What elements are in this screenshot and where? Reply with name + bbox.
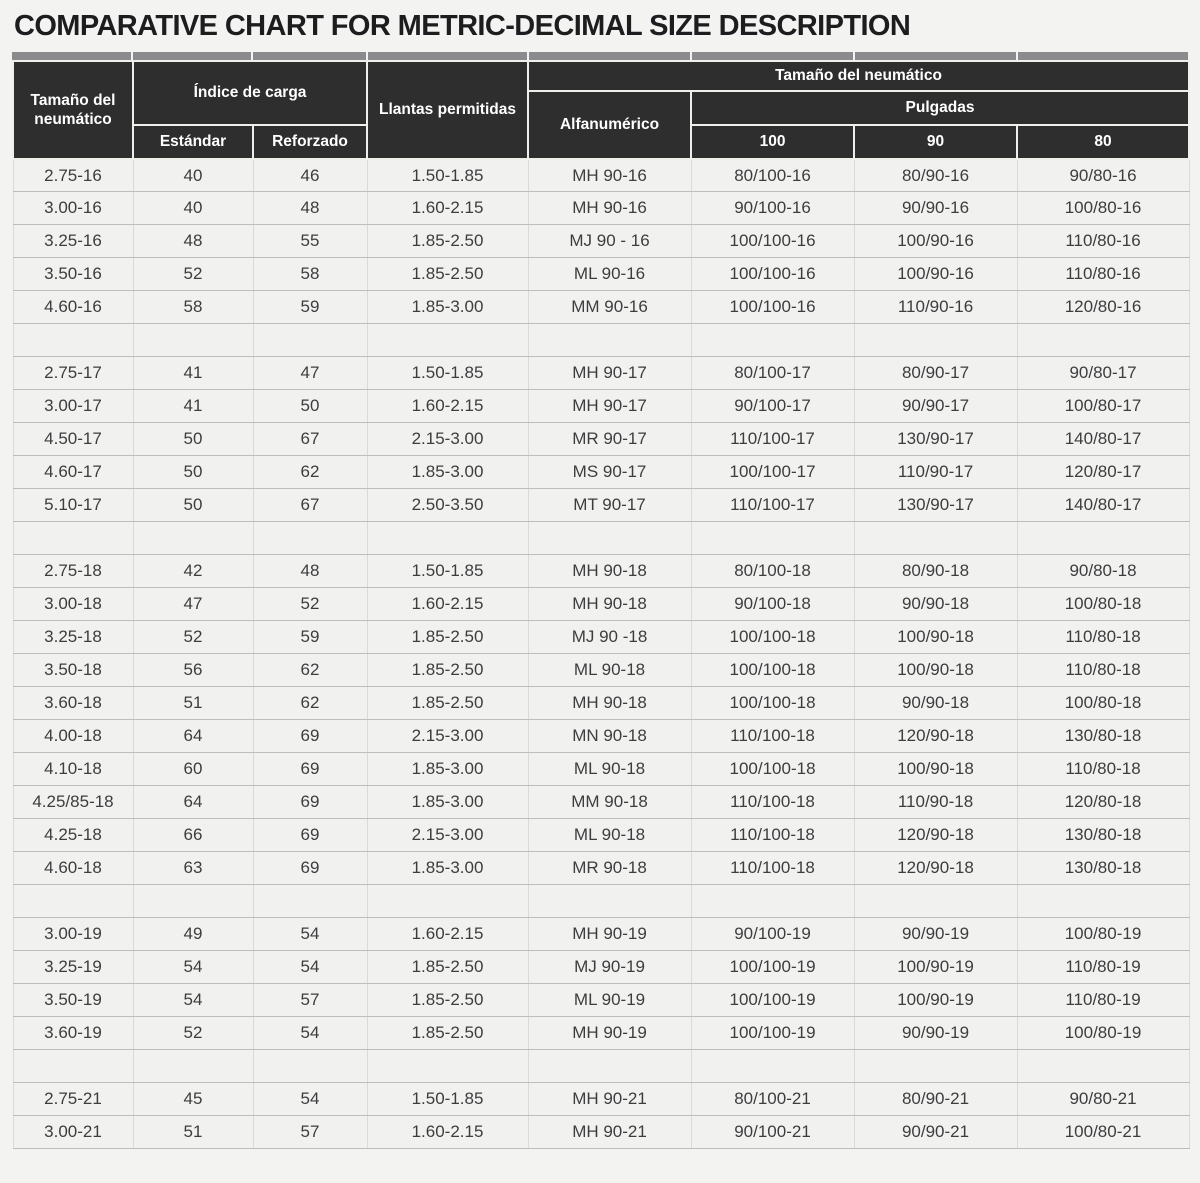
- table-row: [13, 951, 1189, 984]
- table-cell: 100/90-16: [854, 258, 1017, 291]
- table-cell: 100/100-18: [691, 753, 854, 786]
- empty-cell: [367, 885, 528, 918]
- table-row: [13, 390, 1189, 423]
- table-cell: 57: [253, 984, 367, 1017]
- table-cell: 140/80-17: [1017, 489, 1189, 522]
- table-cell: 69: [253, 753, 367, 786]
- table-cell: 69: [253, 852, 367, 885]
- empty-cell: [691, 885, 854, 918]
- table-cell: 58: [253, 258, 367, 291]
- table-cell: 90/90-17: [854, 390, 1017, 423]
- empty-cell: [253, 522, 367, 555]
- table-cell: 90/90-16: [854, 192, 1017, 225]
- table-cell: 2.15-3.00: [367, 423, 528, 456]
- header-tire-size-left: Tamaño del neumático: [13, 61, 133, 159]
- empty-cell: [528, 885, 691, 918]
- table-spacer-row: [13, 324, 1189, 357]
- table-cell: 100/100-17: [691, 456, 854, 489]
- table-cell: 41: [133, 390, 253, 423]
- table-cell: 1.85-3.00: [367, 786, 528, 819]
- table-cell: MR 90-17: [528, 423, 691, 456]
- table-cell: 120/80-18: [1017, 786, 1189, 819]
- empty-cell: [133, 324, 253, 357]
- table-cell: 3.60-18: [13, 687, 133, 720]
- table-cell: MH 90-18: [528, 588, 691, 621]
- header-alphanumeric: Alfanumérico: [528, 91, 691, 159]
- table-cell: 54: [253, 918, 367, 951]
- table-cell: 130/90-17: [854, 423, 1017, 456]
- table-cell: 90/100-18: [691, 588, 854, 621]
- table-cell: 54: [253, 1017, 367, 1050]
- table-cell: 90/90-19: [854, 1017, 1017, 1050]
- table-cell: 4.60-18: [13, 852, 133, 885]
- table-cell: 80/90-21: [854, 1083, 1017, 1116]
- table-cell: 69: [253, 786, 367, 819]
- table-spacer-row: [13, 1050, 1189, 1083]
- table-row: [13, 654, 1189, 687]
- table-cell: 110/80-19: [1017, 984, 1189, 1017]
- size-comparison-table: [12, 60, 1190, 1150]
- table-row: [13, 588, 1189, 621]
- table-cell: 90/90-19: [854, 918, 1017, 951]
- table-row: [13, 423, 1189, 456]
- table-cell: 48: [253, 192, 367, 225]
- table-spacer-row: [13, 885, 1189, 918]
- table-cell: 3.00-16: [13, 192, 133, 225]
- table-cell: MH 90-19: [528, 1017, 691, 1050]
- table-cell: 1.85-2.50: [367, 258, 528, 291]
- header-reinforced: Reforzado: [253, 125, 367, 159]
- table-cell: 1.85-3.00: [367, 753, 528, 786]
- table-cell: 1.50-1.85: [367, 555, 528, 588]
- table-cell: MH 90-19: [528, 918, 691, 951]
- table-cell: 1.85-2.50: [367, 225, 528, 258]
- table-cell: 80/100-16: [691, 159, 854, 192]
- table-cell: 1.60-2.15: [367, 918, 528, 951]
- table-cell: 51: [133, 687, 253, 720]
- table-cell: 4.60-16: [13, 291, 133, 324]
- table-row: [13, 1083, 1189, 1116]
- table-row: [13, 720, 1189, 753]
- table-cell: 120/90-18: [854, 720, 1017, 753]
- table-cell: 50: [133, 456, 253, 489]
- table-cell: MS 90-17: [528, 456, 691, 489]
- table-cell: 64: [133, 720, 253, 753]
- table-cell: 110/90-18: [854, 786, 1017, 819]
- table-row: [13, 852, 1189, 885]
- top-bar-segment: [368, 52, 527, 60]
- table-cell: 2.50-3.50: [367, 489, 528, 522]
- table-cell: 42: [133, 555, 253, 588]
- empty-cell: [367, 1050, 528, 1083]
- table-cell: 1.85-2.50: [367, 621, 528, 654]
- table-cell: 130/90-17: [854, 489, 1017, 522]
- table-row: [13, 1116, 1189, 1149]
- table-cell: MH 90-18: [528, 687, 691, 720]
- table-cell: 130/80-18: [1017, 819, 1189, 852]
- table-cell: 62: [253, 687, 367, 720]
- table-cell: 110/100-17: [691, 489, 854, 522]
- table-cell: 110/100-17: [691, 423, 854, 456]
- table-cell: 110/80-18: [1017, 621, 1189, 654]
- empty-cell: [528, 1050, 691, 1083]
- table-cell: 100/100-18: [691, 654, 854, 687]
- table-cell: 110/100-18: [691, 819, 854, 852]
- table-cell: 90/90-18: [854, 687, 1017, 720]
- table-cell: 120/80-16: [1017, 291, 1189, 324]
- empty-cell: [13, 885, 133, 918]
- table-cell: 110/80-18: [1017, 654, 1189, 687]
- empty-cell: [854, 522, 1017, 555]
- empty-cell: [854, 1050, 1017, 1083]
- table-cell: 100/80-16: [1017, 192, 1189, 225]
- empty-cell: [253, 324, 367, 357]
- table-cell: 3.25-19: [13, 951, 133, 984]
- table-row: [13, 687, 1189, 720]
- table-cell: 120/90-18: [854, 819, 1017, 852]
- table-cell: MJ 90 -18: [528, 621, 691, 654]
- table-cell: 90/100-19: [691, 918, 854, 951]
- empty-cell: [1017, 324, 1189, 357]
- table-cell: 40: [133, 159, 253, 192]
- table-cell: 2.75-21: [13, 1083, 133, 1116]
- table-cell: 66: [133, 819, 253, 852]
- table-cell: 90/90-21: [854, 1116, 1017, 1149]
- table-cell: 2.15-3.00: [367, 819, 528, 852]
- table-cell: MR 90-18: [528, 852, 691, 885]
- table-cell: 56: [133, 654, 253, 687]
- top-bar-segment: [12, 52, 131, 60]
- table-cell: 41: [133, 357, 253, 390]
- header-load-index: Índice de carga: [133, 61, 367, 125]
- table-cell: 1.85-2.50: [367, 687, 528, 720]
- table-cell: 120/80-17: [1017, 456, 1189, 489]
- table-top-bar: [12, 52, 1188, 60]
- table-cell: 100/90-19: [854, 984, 1017, 1017]
- table-cell: MN 90-18: [528, 720, 691, 753]
- table-cell: 1.60-2.15: [367, 588, 528, 621]
- table-cell: 4.60-17: [13, 456, 133, 489]
- table-cell: 80/90-18: [854, 555, 1017, 588]
- empty-cell: [133, 885, 253, 918]
- table-cell: 48: [133, 225, 253, 258]
- table-cell: MT 90-17: [528, 489, 691, 522]
- header-row-1: [13, 61, 1189, 91]
- table-cell: 100/80-19: [1017, 918, 1189, 951]
- table-cell: 110/80-16: [1017, 258, 1189, 291]
- table-cell: MH 90-16: [528, 159, 691, 192]
- table-row: [13, 489, 1189, 522]
- table-cell: 69: [253, 720, 367, 753]
- table-cell: MM 90-18: [528, 786, 691, 819]
- table-cell: MH 90-18: [528, 555, 691, 588]
- table-cell: 54: [133, 951, 253, 984]
- table-row: [13, 258, 1189, 291]
- table-cell: 90/80-16: [1017, 159, 1189, 192]
- table-cell: 1.85-2.50: [367, 984, 528, 1017]
- table-cell: 90/80-21: [1017, 1083, 1189, 1116]
- table-cell: 1.50-1.85: [367, 159, 528, 192]
- table-cell: ML 90-18: [528, 753, 691, 786]
- table-cell: 100/90-19: [854, 951, 1017, 984]
- table-row: [13, 786, 1189, 819]
- comparison-table: [12, 52, 1188, 1150]
- table-cell: 80/90-17: [854, 357, 1017, 390]
- table-cell: 64: [133, 786, 253, 819]
- empty-cell: [854, 885, 1017, 918]
- table-cell: 100/100-16: [691, 258, 854, 291]
- table-cell: 54: [253, 951, 367, 984]
- table-cell: 4.50-17: [13, 423, 133, 456]
- table-cell: 48: [253, 555, 367, 588]
- table-cell: 54: [133, 984, 253, 1017]
- table-cell: 60: [133, 753, 253, 786]
- table-cell: 100/100-18: [691, 687, 854, 720]
- empty-cell: [253, 1050, 367, 1083]
- table-cell: MM 90-16: [528, 291, 691, 324]
- table-cell: 1.50-1.85: [367, 1083, 528, 1116]
- header-tire-size-right: Tamaño del neumático: [528, 61, 1189, 91]
- table-cell: 130/80-18: [1017, 852, 1189, 885]
- table-row: [13, 1017, 1189, 1050]
- table-cell: 100/100-19: [691, 1017, 854, 1050]
- header-rims: Llantas permitidas: [367, 61, 528, 159]
- top-bar-segment: [692, 52, 853, 60]
- table-cell: 2.75-18: [13, 555, 133, 588]
- table-cell: 4.25/85-18: [13, 786, 133, 819]
- table-cell: 5.10-17: [13, 489, 133, 522]
- table-cell: 140/80-17: [1017, 423, 1189, 456]
- table-cell: 100/90-16: [854, 225, 1017, 258]
- empty-cell: [367, 324, 528, 357]
- table-cell: 67: [253, 423, 367, 456]
- table-cell: 40: [133, 192, 253, 225]
- table-spacer-row: [13, 522, 1189, 555]
- table-cell: 3.00-21: [13, 1116, 133, 1149]
- table-row: [13, 555, 1189, 588]
- empty-cell: [1017, 522, 1189, 555]
- table-cell: 1.50-1.85: [367, 357, 528, 390]
- table-cell: ML 90-18: [528, 654, 691, 687]
- table-cell: MJ 90-19: [528, 951, 691, 984]
- table-cell: 100/90-18: [854, 753, 1017, 786]
- table-row: [13, 192, 1189, 225]
- table-cell: 110/90-17: [854, 456, 1017, 489]
- table-cell: ML 90-18: [528, 819, 691, 852]
- empty-cell: [1017, 1050, 1189, 1083]
- table-cell: 90/100-21: [691, 1116, 854, 1149]
- table-cell: 110/100-18: [691, 852, 854, 885]
- empty-cell: [691, 324, 854, 357]
- table-body: [13, 159, 1189, 1149]
- table-cell: 62: [253, 456, 367, 489]
- table-cell: MJ 90 - 16: [528, 225, 691, 258]
- table-cell: 58: [133, 291, 253, 324]
- table-cell: 2.75-17: [13, 357, 133, 390]
- table-row: [13, 984, 1189, 1017]
- table-cell: 54: [253, 1083, 367, 1116]
- table-cell: 50: [133, 423, 253, 456]
- table-cell: MH 90-17: [528, 390, 691, 423]
- top-bar-segment: [529, 52, 690, 60]
- table-row: [13, 918, 1189, 951]
- table-cell: 100/80-19: [1017, 1017, 1189, 1050]
- table-cell: 100/80-17: [1017, 390, 1189, 423]
- empty-cell: [13, 522, 133, 555]
- table-cell: 50: [133, 489, 253, 522]
- table-header: [13, 61, 1189, 159]
- table-cell: 1.85-2.50: [367, 951, 528, 984]
- table-cell: 1.85-3.00: [367, 456, 528, 489]
- table-cell: 110/80-19: [1017, 951, 1189, 984]
- table-cell: 100/80-21: [1017, 1116, 1189, 1149]
- table-row: [13, 621, 1189, 654]
- empty-cell: [854, 324, 1017, 357]
- table-row: [13, 357, 1189, 390]
- table-cell: 4.10-18: [13, 753, 133, 786]
- top-bar-segment: [855, 52, 1016, 60]
- table-cell: 1.85-3.00: [367, 852, 528, 885]
- table-cell: 49: [133, 918, 253, 951]
- table-cell: 110/100-18: [691, 720, 854, 753]
- table-cell: 4.25-18: [13, 819, 133, 852]
- top-bar-segment: [1018, 52, 1188, 60]
- table-cell: 90/80-17: [1017, 357, 1189, 390]
- table-cell: 50: [253, 390, 367, 423]
- table-cell: ML 90-19: [528, 984, 691, 1017]
- empty-cell: [13, 324, 133, 357]
- table-cell: 59: [253, 291, 367, 324]
- header-inch-90: 90: [854, 125, 1017, 159]
- table-cell: 100/100-18: [691, 621, 854, 654]
- table-cell: 59: [253, 621, 367, 654]
- table-cell: MH 90-21: [528, 1116, 691, 1149]
- table-cell: 1.60-2.15: [367, 390, 528, 423]
- table-cell: 80/100-21: [691, 1083, 854, 1116]
- table-cell: 47: [253, 357, 367, 390]
- top-bar-segment: [133, 52, 252, 60]
- table-cell: 46: [253, 159, 367, 192]
- header-inch-80: 80: [1017, 125, 1189, 159]
- table-cell: MH 90-17: [528, 357, 691, 390]
- table-cell: 63: [133, 852, 253, 885]
- table-cell: 67: [253, 489, 367, 522]
- table-cell: 100/90-18: [854, 621, 1017, 654]
- table-cell: 3.25-18: [13, 621, 133, 654]
- table-cell: 100/100-19: [691, 951, 854, 984]
- header-inches: Pulgadas: [691, 91, 1189, 125]
- table-row: [13, 753, 1189, 786]
- table-cell: 51: [133, 1116, 253, 1149]
- table-cell: 110/80-16: [1017, 225, 1189, 258]
- table-cell: 100/100-16: [691, 291, 854, 324]
- table-cell: 80/90-16: [854, 159, 1017, 192]
- table-cell: 69: [253, 819, 367, 852]
- empty-cell: [528, 522, 691, 555]
- table-cell: 80/100-18: [691, 555, 854, 588]
- table-cell: 2.15-3.00: [367, 720, 528, 753]
- table-cell: 4.00-18: [13, 720, 133, 753]
- table-cell: 52: [133, 258, 253, 291]
- table-row: [13, 159, 1189, 192]
- table-cell: 110/80-18: [1017, 753, 1189, 786]
- table-cell: 1.85-2.50: [367, 654, 528, 687]
- empty-cell: [13, 1050, 133, 1083]
- table-cell: 100/90-18: [854, 654, 1017, 687]
- table-cell: 90/80-18: [1017, 555, 1189, 588]
- table-cell: ML 90-16: [528, 258, 691, 291]
- table-cell: 52: [133, 621, 253, 654]
- table-cell: 2.75-16: [13, 159, 133, 192]
- table-cell: 1.60-2.15: [367, 1116, 528, 1149]
- table-cell: 52: [133, 1017, 253, 1050]
- table-cell: 3.00-17: [13, 390, 133, 423]
- table-row: [13, 456, 1189, 489]
- table-cell: 1.85-3.00: [367, 291, 528, 324]
- table-cell: 62: [253, 654, 367, 687]
- empty-cell: [528, 324, 691, 357]
- empty-cell: [1017, 885, 1189, 918]
- table-cell: 80/100-17: [691, 357, 854, 390]
- table-cell: 1.60-2.15: [367, 192, 528, 225]
- table-cell: 3.50-18: [13, 654, 133, 687]
- table-cell: 45: [133, 1083, 253, 1116]
- table-cell: 110/100-18: [691, 786, 854, 819]
- page-title: COMPARATIVE CHART FOR METRIC-DECIMAL SIZE DESCRIPTION: [14, 10, 911, 42]
- table-cell: 100/80-18: [1017, 687, 1189, 720]
- header-inch-100: 100: [691, 125, 854, 159]
- table-cell: 3.50-16: [13, 258, 133, 291]
- table-cell: 120/90-18: [854, 852, 1017, 885]
- table-cell: 90/90-18: [854, 588, 1017, 621]
- header-standard: Estándar: [133, 125, 253, 159]
- table-cell: 3.00-18: [13, 588, 133, 621]
- table-cell: 57: [253, 1116, 367, 1149]
- table-cell: 3.00-19: [13, 918, 133, 951]
- table-cell: 110/90-16: [854, 291, 1017, 324]
- empty-cell: [133, 522, 253, 555]
- table-cell: 100/100-19: [691, 984, 854, 1017]
- table-cell: 47: [133, 588, 253, 621]
- table-row: [13, 225, 1189, 258]
- empty-cell: [133, 1050, 253, 1083]
- table-cell: 100/100-16: [691, 225, 854, 258]
- table-cell: 90/100-16: [691, 192, 854, 225]
- table-cell: 3.60-19: [13, 1017, 133, 1050]
- table-cell: 55: [253, 225, 367, 258]
- empty-cell: [253, 885, 367, 918]
- table-cell: 3.25-16: [13, 225, 133, 258]
- table-cell: 52: [253, 588, 367, 621]
- table-cell: 130/80-18: [1017, 720, 1189, 753]
- empty-cell: [367, 522, 528, 555]
- top-bar-segment: [253, 52, 366, 60]
- table-cell: 100/80-18: [1017, 588, 1189, 621]
- table-cell: MH 90-16: [528, 192, 691, 225]
- table-row: [13, 819, 1189, 852]
- table-cell: 1.85-2.50: [367, 1017, 528, 1050]
- table-cell: 90/100-17: [691, 390, 854, 423]
- table-row: [13, 291, 1189, 324]
- table-cell: 3.50-19: [13, 984, 133, 1017]
- empty-cell: [691, 1050, 854, 1083]
- table-cell: MH 90-21: [528, 1083, 691, 1116]
- empty-cell: [691, 522, 854, 555]
